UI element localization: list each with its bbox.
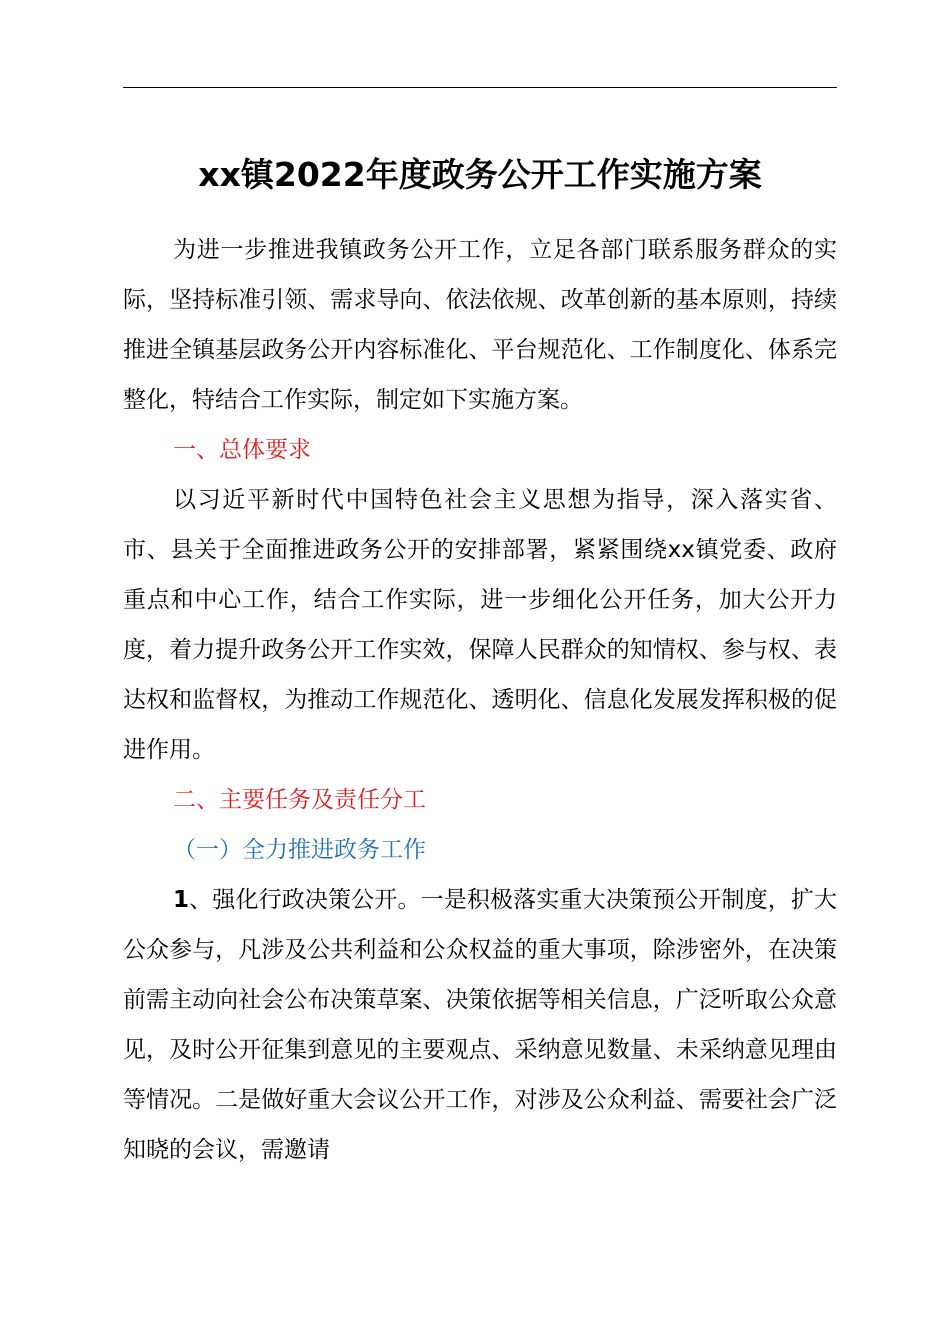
document-body — [123, 225, 837, 1175]
intro-paragraph: 为进一步推进我镇政务公开工作，立足各部门联系服务群众的实际，坚持标准引领、需求导向、依法依规、改革创新的基本原则，持续推进全镇基层政务公开内容标准化、平台规范化、工作制度化、体系完整化，特结合工作实际，制定如下实施方案。 — [123, 237, 837, 413]
item-text: 、强化行政决策公开。一是积极落实重大决策预公开制度，扩大公众参与，凡涉及公共利益和公众权益的重大事项，除涉密外，在决策前需主动向社会公布决策草案、决策依据等相关信息，广泛听取公众意见，及时公开征集到意见的主要观点、采纳意见数量、未采纳意见理由等情况。二是做好重大会议公开工作，对涉及公众利益、需要社会广泛知晓的会议，需邀请 — [123, 887, 837, 1163]
general-requirements-paragraph: 以习近平新时代中国特色社会主义思想为指导，深入落实省、市、县关于全面推进政务公开的安排部署，紧紧围绕xx镇党委、政府重点和中心工作，结合工作实际，进一步细化公开任务，加大公开力度，着力提升政务公开工作实效，保障人民群众的知情权、参与权、表达权和监督权，为推动工作规范化、透明化、信息化发展发挥积极的促进作用。 — [123, 487, 837, 763]
item-number: 1 — [173, 887, 190, 913]
item-decision-disclosure-paragraph — [123, 875, 837, 1175]
section-heading-main-tasks: 二、主要任务及责任分工 — [173, 787, 426, 813]
section-heading-general-requirements: 一、总体要求 — [173, 437, 311, 463]
header-rule — [123, 87, 837, 88]
subsection-heading-government-work: （一）全力推进政务工作 — [173, 837, 426, 863]
document-title: xx镇2022年度政务公开工作实施方案 — [198, 155, 762, 194]
